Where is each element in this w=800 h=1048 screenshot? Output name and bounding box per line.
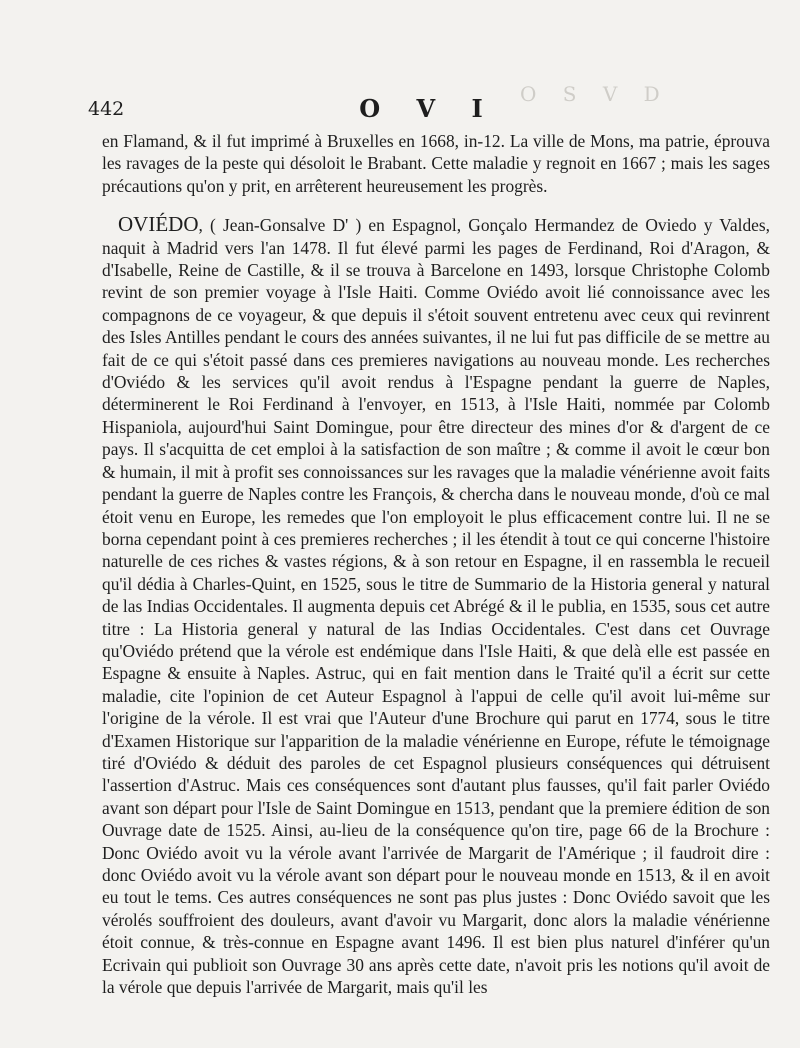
bleed-through-text: O S V D [520, 82, 670, 106]
body-text [102, 130, 770, 998]
page-number: 442 [88, 98, 125, 120]
entry-text: , ( Jean-Gonsalve D' ) en Espagnol, Gonçalo Hermandez de Oviedo y Valdes, naquit à Madrid vers l'an 1478. Il fut élevé parmi les pages de Ferdinand, Roi d'Aragon, & d'Isabelle, Reine de Castille, & il se trouva à Barcelone en 1493, lorsque Christophe Colomb revint de son premier voyage à l'Isle Haiti. Comme Oviédo avoit lié connoissance avec les compagnons de ce voyageur, & que depuis il s'étoit souvent entretenu avec ceux qui revinrent des Isles Antilles pendant le cours des années suivantes, il ne lui fut pas difficile de se mettre au fait de ce qui s'étoit passé dans ces premieres navigations au nouveau monde. Les recherches d'Oviédo & les services qu'il avoit rendus à l'Espagne pendant la guerre de Naples, déterminerent le Roi Ferdinand à l'envoyer, en 1513, à l'Isle Haiti, nommée par Colomb Hispaniola, aujourd'hui Saint Domingue, pour être directeur des mines d'or & d'argent de ce pays. Il s'acquitta de cet emploi à la satisfaction de son maître ; & comme il avoit le cœur bon & humain, il mit à profit ses connoissances sur les ravages que la maladie vénérienne avoit faits pendant la guerre de Naples contre les François, & chercha dans le nouveau monde, d'où ce mal étoit venu en Europe, les remedes que l'on employoit le plus efficacement contre lui. Il ne se borna cependant point à ces premieres recherches ; il les étendit à tout ce qui concerne l'histoire naturelle de ces riches & vastes régions, & à son retour en Espagne, il en rassembla le recueil qu'il dédia à Charles-Quint, en 1525, sous le titre de Summario de la Historia general y natural de las Indias Occidentales. Il augmenta depuis cet Abrégé & il le publia, en 1535, sous cet autre titre : La Historia general y natural de las Indias Occidentales. C'est dans cet Ouvrage qu'Oviédo prétend que la vérole est endémique dans l'Isle Haiti, & que delà elle est passée en Espagne & ensuite à Naples. Astruc, qui en fait mention dans le Traité qu'il a écrit sur cette maladie, cite l'opinion de cet Auteur Espagnol à l'appui de celle qu'il avoit lui-même sur l'origine de la vérole. Il est vrai que l'Auteur d'une Brochure qui parut en 1774, sous le titre d'Examen Historique sur l'apparition de la maladie vénérienne en Europe, réfute le témoignage tiré d'Oviédo & déduit des paroles de cet Espagnol plusieurs conséquences qui détruisent l'assertion d'Astruc. Mais ces conséquences sont d'autant plus fausses, qu'il fait parler Oviédo avant son départ pour l'Isle de Saint Domingue en 1513, pendant que la premiere édition de son Ouvrage date de 1525. Ainsi, au-lieu de la conséquence qu'on tire, page 66 de la Brochure : Donc Oviédo avoit vu la vérole avant l'arrivée de Margarit de l'Amérique ; il faudroit dire : donc Oviédo avoit vu la vérole avant son départ pour le nouveau monde en 1513, & il en avoit eu tout le tems. Ces autres conséquences ne sont pas plus justes : Donc Oviédo savoit que les vérolés souffroient des douleurs, avant d'avoir vu Margarit, donc alors la maladie vénérienne étoit connue, & très-connue en Espagne avant 1496. Il est bien plus naturel d'inférer qu'un Ecrivain qui publioit son Ouvrage 30 ans après cette date, n'avoit pris les notions qu'il avoit de la vérole que depuis l'arrivée de Margarit, mais qu'il les [102, 215, 770, 998]
entry-headword: OVIÉDO [118, 212, 199, 237]
continued-paragraph: en Flamand, & il fut imprimé à Bruxelles en 1668, in-12. La ville de Mons, ma patrie, éprouva les ravages de la peste qui désoloit le Brabant. Cette maladie y regnoit en 1667 ; mais les sages précautions qu'on y prit, en arrêterent heureusement les progrès. [102, 131, 770, 196]
running-title: O V I [359, 94, 497, 123]
entry-paragraph-oviedo [102, 213, 770, 998]
